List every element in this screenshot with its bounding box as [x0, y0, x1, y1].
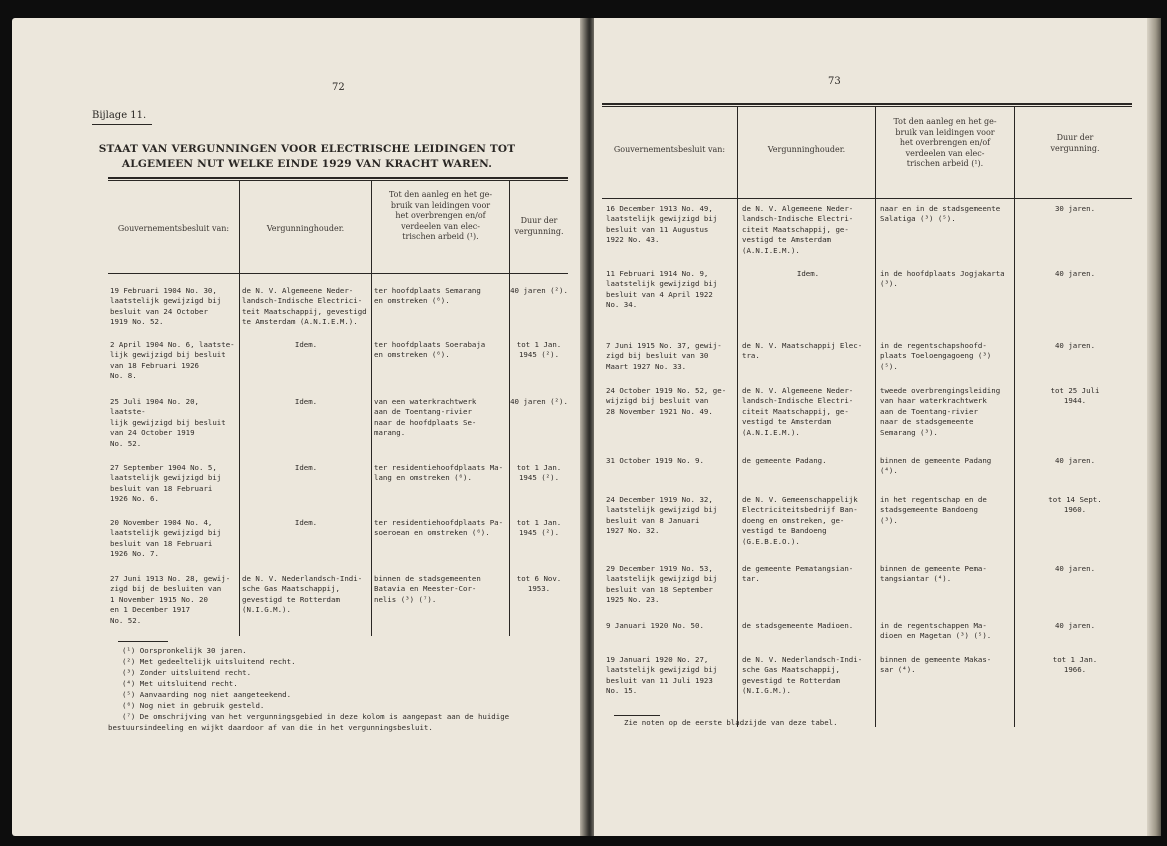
r-row2-houder: Idem. [796, 269, 820, 278]
footnote-rule [118, 641, 168, 642]
row1-houder: de N. V. Algemeene Neder- landsch-Indische Electrici- teit Maatschappij, gevestigd te Amsterdam (A.N.I.E.M.). [242, 286, 367, 327]
r-row9-duur: tot 1 Jan. 1966. [1052, 655, 1098, 675]
r-row3-houder: de N. V. Maatschappij Elec- tra. [742, 341, 863, 361]
r-row6-houder: de N. V. Gemeenschappelijk Electriciteitsbedrijf Ban- doeng en omstreken, ge- vestigd te Bandoeng (G.E.B.E.O.). [742, 495, 858, 546]
r-row9-besluit: 19 Januari 1920 No. 27, laatstelijk gewijzigd bij besluit van 11 Juli 1923 No. 15. [606, 655, 718, 696]
r-row8-aanleg: in de regentschappen Ma- dioen en Magetan (³) (⁵). [880, 621, 992, 641]
title-line-2: ALGEMEEN NUT WELKE EINDE 1929 VAN KRACHT WAREN. [121, 158, 493, 170]
col-sep-2 [371, 181, 372, 636]
footnote-2: (²) Met gedeeltelijk uitsluitend recht. [122, 657, 296, 666]
r-row8-duur: 40 jaren. [1054, 621, 1096, 630]
col-sep-r2 [875, 107, 876, 727]
r-row4-besluit: 24 October 1919 No. 52, ge- wijzigd bij besluit van 28 November 1921 No. 49. [606, 386, 727, 416]
r-row5-duur: 40 jaren. [1054, 456, 1096, 465]
r-row1-houder: de N. V. Algemeene Neder- landsch-Indische Electri- citeit Maatschappij, ge- vestigd te Amsterdam (A.N.I.E.M.). [742, 204, 854, 255]
r-row4-duur: tot 25 Juli 1944. [1050, 386, 1100, 406]
footnote-7-cont: bestuursindeeling en wijkt daardoor af van die in het vergunningsbesluit. [108, 723, 433, 732]
row2-besluit: 2 April 1904 No. 6, laatste- lijk gewijzigd bij besluit van 18 Februari 1926 No. 8. [110, 340, 235, 381]
footnote-1: (¹) Oorspronkelijk 30 jaren. [122, 646, 247, 655]
header-bottom-rule [108, 273, 568, 274]
col-sep-r3 [1014, 107, 1015, 727]
footnote-4: (⁴) Met uitsluitend recht. [122, 679, 238, 688]
col-sep-r1 [737, 107, 738, 727]
r-row5-houder: de gemeente Padang. [742, 456, 827, 465]
row3-duur: 40 jaren (²). [510, 397, 568, 406]
r-row2-aanleg: in de hoofdplaats Jogjakarta (³). [880, 269, 1005, 289]
row3-aanleg: van een waterkrachtwerk aan de Toentang-rivier naar de hoofdplaats Se- marang. [374, 397, 477, 438]
page-edges [1147, 18, 1161, 836]
r-row8-houder: de stadsgemeente Madioen. [742, 621, 854, 630]
footnote-6: (⁶) Nog niet in gebruik gesteld. [122, 701, 265, 710]
header-duur-right: Duur der vergunning. [1050, 133, 1100, 153]
row5-houder: Idem. [294, 518, 318, 527]
r-row3-aanleg: in de regentschapshoofd- plaats Toeloengagoeng (³) (⁵). [880, 341, 992, 371]
r-row1-aanleg: naar en in de stadsgemeente Salatiga (³) (⁵). [880, 204, 1001, 224]
right-footnote: Zie noten op de eerste bladzijde van deze tabel. [624, 718, 838, 727]
row1-aanleg: ter hoofdplaats Semarang en omstreken (⁶). [374, 286, 481, 306]
r-row1-besluit: 16 December 1913 No. 49, laatstelijk gewijzigd bij besluit van 11 Augustus 1922 No. 43. [606, 204, 718, 245]
header-top-rule-thin [108, 180, 568, 181]
r-row6-besluit: 24 December 1919 No. 32, laatstelijk gewijzigd bij besluit van 8 Januari 1927 No. 32. [606, 495, 718, 536]
row6-duur: tot 6 Nov. 1953. [516, 574, 562, 594]
header-besluit-right: Gouvernementsbesluit van: [613, 145, 726, 154]
header-aanleg-right: Tot den aanleg en het ge- bruik van leidingen voor het overbrengen en/of verdeelen van elec- trischen arbeid (¹). [893, 117, 997, 168]
r-row5-aanleg: binnen de gemeente Padang (⁴). [880, 456, 992, 476]
header-top-rule-thin-right [602, 106, 1132, 107]
r-row6-duur: tot 14 Sept. 1960. [1048, 495, 1102, 515]
row2-duur: tot 1 Jan. 1945 (²). [516, 340, 562, 360]
r-row2-duur: 40 jaren. [1054, 269, 1096, 278]
footnote-5: (⁵) Aanvaarding nog niet aangeteekend. [122, 690, 292, 699]
r-row5-besluit: 31 October 1919 No. 9. [606, 456, 704, 465]
row2-houder: Idem. [294, 340, 318, 349]
row5-duur: tot 1 Jan. 1945 (²). [516, 518, 562, 538]
r-row9-aanleg: binnen de gemeente Makas- sar (⁴). [880, 655, 992, 675]
r-row7-aanleg: binnen de gemeente Pema- tangsiantar (⁴). [880, 564, 987, 584]
r-row4-houder: de N. V. Algemeene Neder- landsch-Indische Electri- citeit Maatschappij, ge- vestigd te Amsterdam (A.N.I.E.M.). [742, 386, 854, 437]
r-row7-besluit: 29 December 1919 No. 53, laatstelijk gewijzigd bij besluit van 18 September 1925 No. 23. [606, 564, 718, 605]
row5-aanleg: ter residentiehoofdplaats Pa- soeroean en omstreken (⁶). [374, 518, 504, 538]
header-duur: Duur der vergunning. [514, 216, 564, 236]
footnote-7: (⁷) De omschrijving van het vergunningsgebied in deze kolom is aangepast aan de huidige [122, 712, 510, 721]
left-page [12, 18, 584, 836]
col-sep-1 [239, 181, 240, 636]
r-row3-besluit: 7 Juni 1915 No. 37, gewij- zigd bij besluit van 30 Maart 1927 No. 33. [606, 341, 722, 371]
col-sep-3 [509, 181, 510, 636]
r-row8-besluit: 9 Januari 1920 No. 50. [606, 621, 704, 630]
row4-duur: tot 1 Jan. 1945 (²). [516, 463, 562, 483]
row6-houder: de N. V. Nederlandsch-Indi- sche Gas Maatschappij, gevestigd te Rotterdam (N.I.G.M.). [242, 574, 363, 615]
header-bottom-rule-right [602, 198, 1132, 199]
row6-besluit: 27 Juni 1913 No. 28, gewij- zigd bij de besluiten van 1 November 1915 No. 20 en 1 December 1917 No. 52. [110, 574, 231, 625]
row2-aanleg: ter hoofdplaats Soerabaja en omstreken (⁶). [374, 340, 486, 360]
appendix-label: Bijlage 11. [92, 110, 147, 121]
row3-houder: Idem. [294, 397, 318, 406]
row6-aanleg: binnen de stadsgemeenten Batavia en Meester-Cor- nelis (³) (⁷). [374, 574, 481, 604]
row3-besluit: 25 Juli 1904 No. 20, laatste- lijk gewijzigd bij besluit van 24 October 1919 No. 52. [110, 397, 226, 448]
r-row4-aanleg: tweede overbrengingsleiding van haar waterkrachtwerk aan de Toentang-rivier naar de stadsgemeente Semarang (³). [880, 386, 1001, 437]
r-row7-houder: de gemeente Pematangsian- tar. [742, 564, 854, 584]
row4-houder: Idem. [294, 463, 318, 472]
header-top-rule-right [602, 103, 1132, 105]
row5-besluit: 20 November 1904 No. 4, laatstelijk gewijzigd bij besluit van 18 Februari 1926 No. 7. [110, 518, 222, 559]
table-title [72, 142, 542, 172]
title-line-1: STAAT VAN VERGUNNINGEN VOOR ELECTRISCHE LEIDINGEN TOT [98, 143, 516, 155]
right-page [594, 18, 1156, 836]
row4-aanleg: ter residentiehoofdplaats Ma- lang en omstreken (⁶). [374, 463, 504, 483]
header-aanleg: Tot den aanleg en het ge- bruik van leidingen voor het overbrengen en/of verdeelen van elec- trischen arbeid (¹). [388, 190, 493, 241]
page-number-right: 73 [828, 76, 841, 87]
row4-besluit: 27 September 1904 No. 5, laatstelijk gewijzigd bij besluit van 18 Februari 1926 No. 6. [110, 463, 222, 504]
r-row7-duur: 40 jaren. [1054, 564, 1096, 573]
header-besluit: Gouvernementsbesluit van: [117, 224, 230, 233]
r-row3-duur: 40 jaren. [1054, 341, 1096, 350]
r-row6-aanleg: in het regentschap en de stadsgemeente Bandoeng (³). [880, 495, 987, 525]
page-number-left: 72 [332, 82, 345, 93]
appendix-underline [92, 124, 152, 125]
footnote-3: (³) Zonder uitsluitend recht. [122, 668, 252, 677]
header-houder: Vergunninghouder. [266, 224, 345, 233]
r-row2-besluit: 11 Februari 1914 No. 9, laatstelijk gewijzigd bij besluit van 4 April 1922 No. 34. [606, 269, 718, 310]
r-row1-duur: 30 jaren. [1054, 204, 1096, 213]
header-houder-right: Vergunninghouder. [767, 145, 846, 154]
row1-duur: 40 jaren (²). [510, 286, 568, 295]
right-footnote-rule [614, 715, 660, 716]
r-row9-houder: de N. V. Nederlandsch-Indi- sche Gas Maatschappij, gevestigd te Rotterdam (N.I.G.M.). [742, 655, 863, 696]
header-top-rule [108, 177, 568, 179]
row1-besluit: 19 Februari 1904 No. 30, laatstelijk gewijzigd bij besluit van 24 October 1919 No. 52. [110, 286, 222, 327]
